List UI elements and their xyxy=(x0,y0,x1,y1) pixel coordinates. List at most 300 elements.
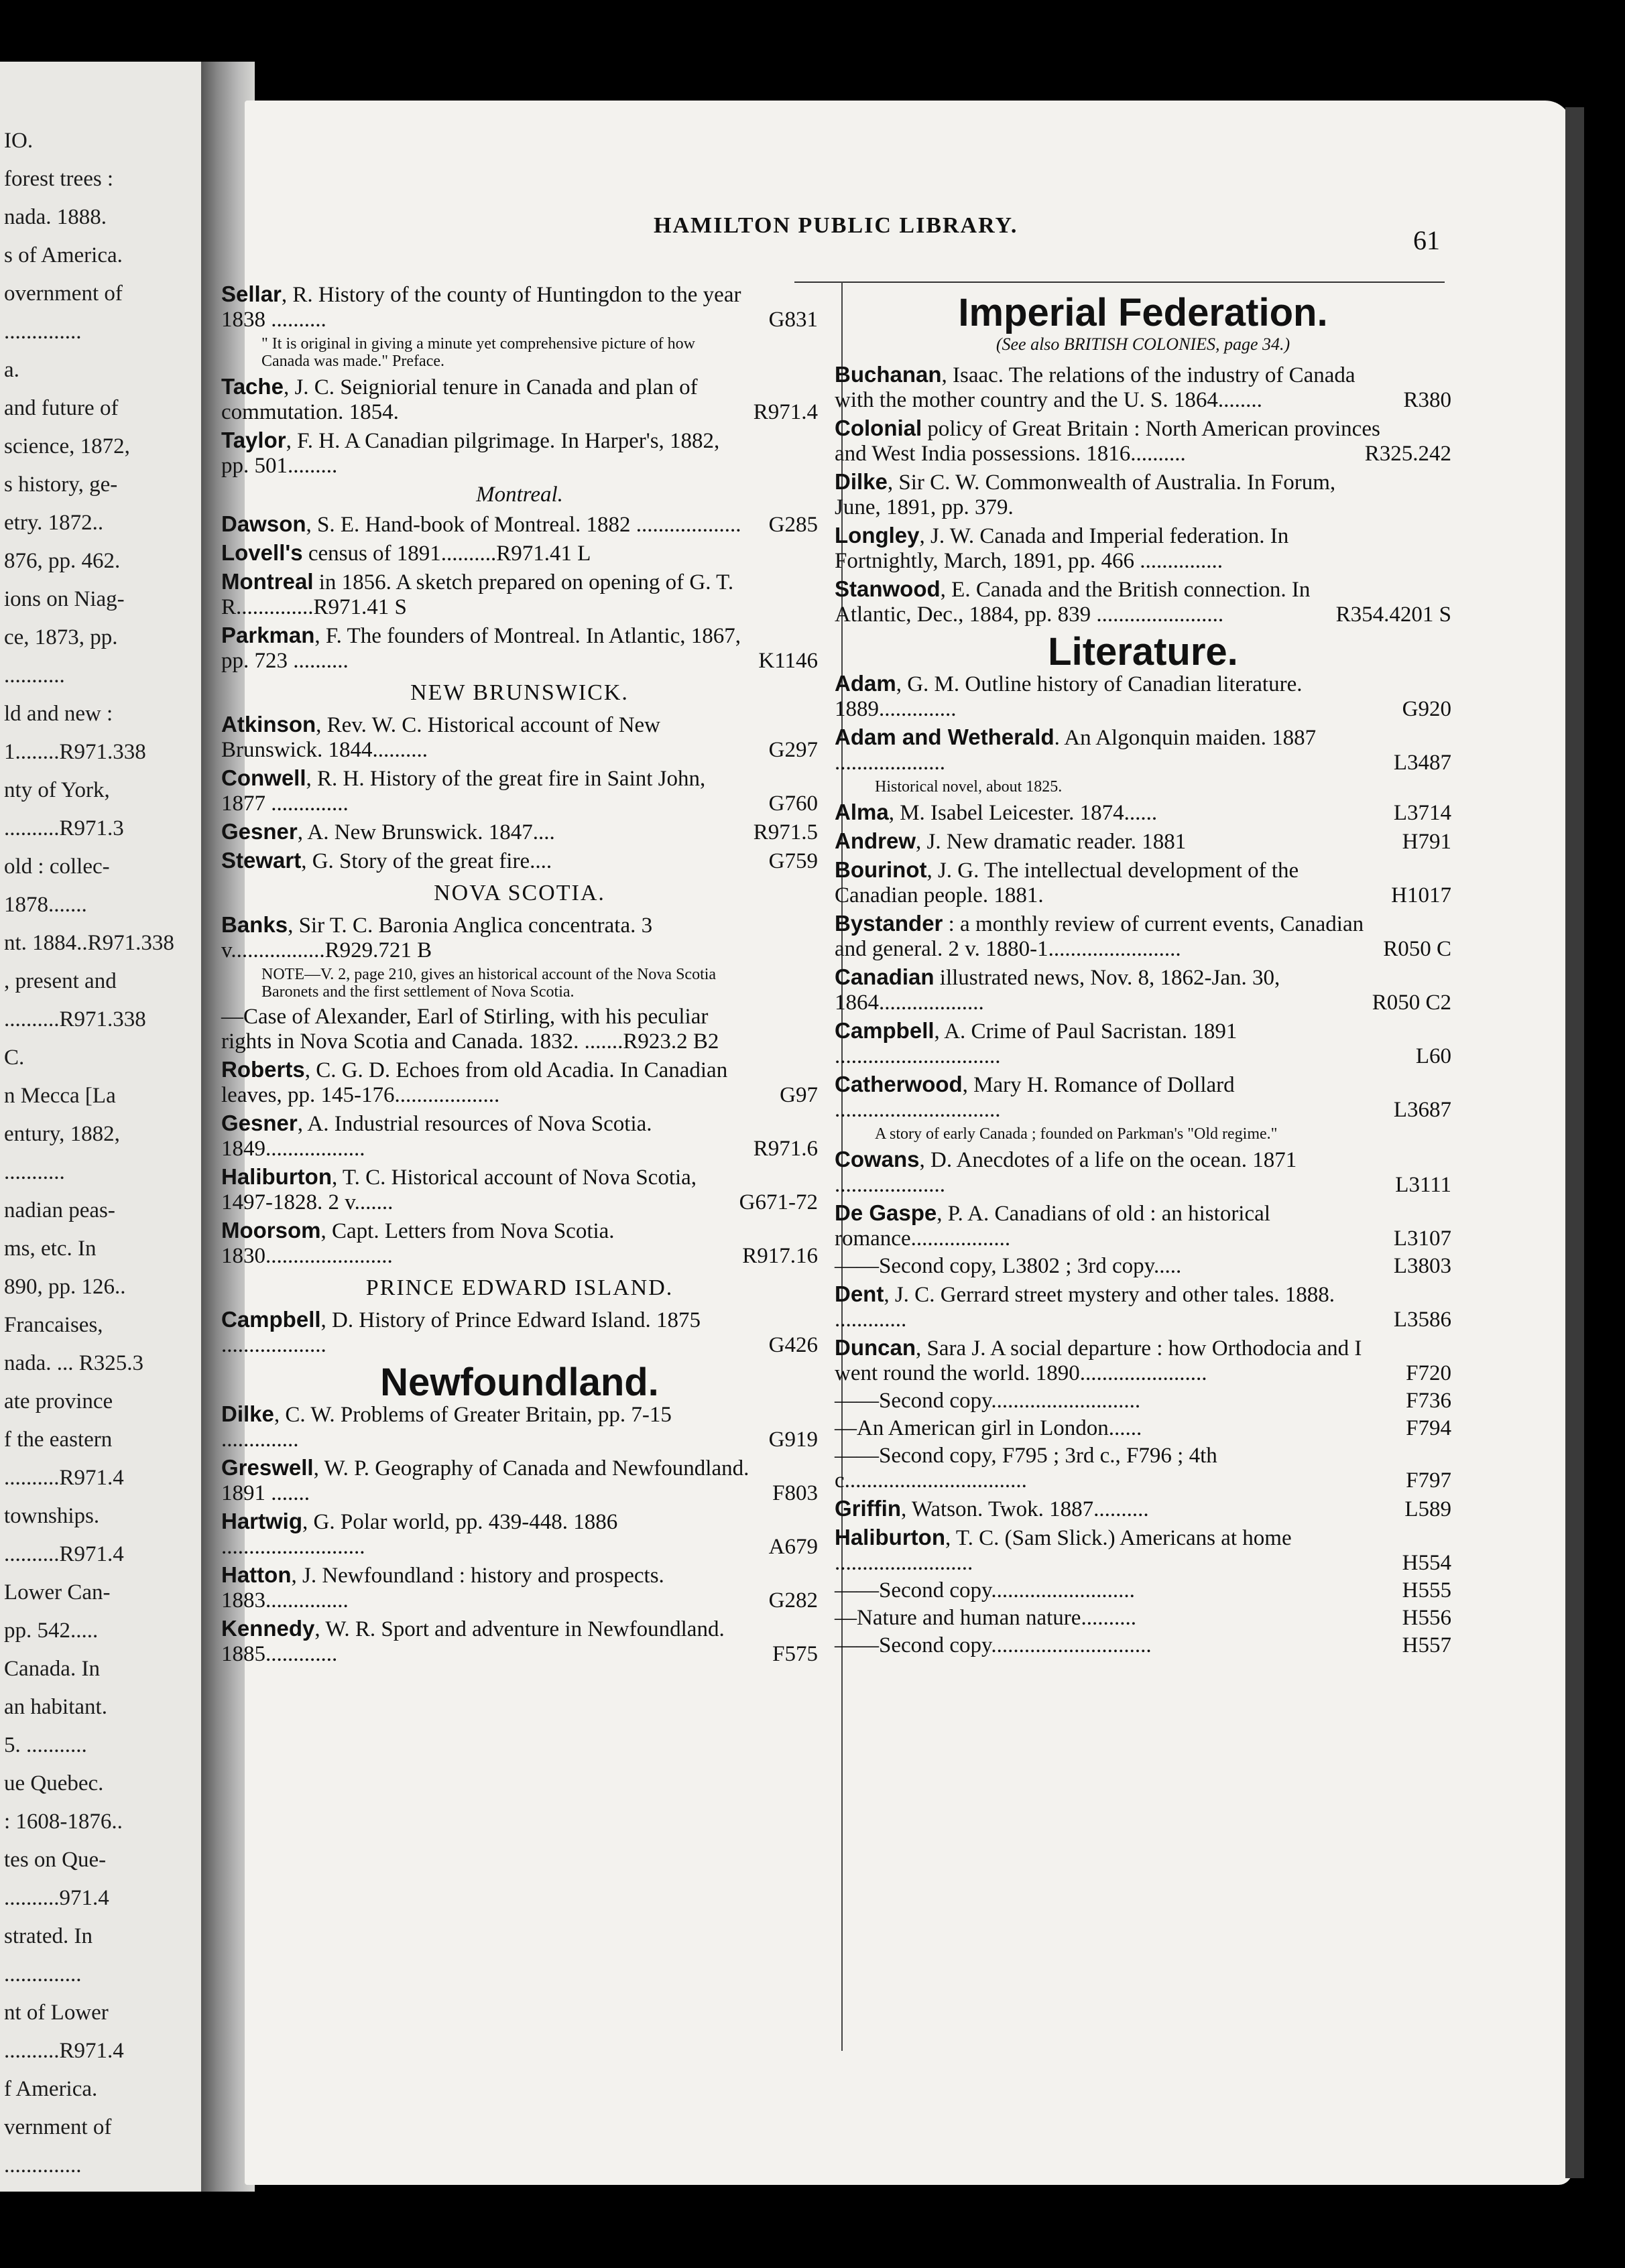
catalog-entry xyxy=(221,374,818,425)
entry-author: Roberts xyxy=(221,1057,305,1082)
entry-title: —An American girl in London...... xyxy=(835,1416,1142,1440)
call-number: R050 C2 xyxy=(1372,991,1451,1015)
entry-text xyxy=(835,964,1384,1015)
call-number: H554 xyxy=(1402,1551,1451,1575)
entry-title: , J. C. Seigniorial tenure in Canada and plan of commutation. 1854. xyxy=(221,375,698,424)
catalog-entry xyxy=(835,1281,1451,1332)
call-number: H1017 xyxy=(1391,883,1451,907)
entry-text xyxy=(835,1578,1384,1603)
catalog-entry xyxy=(221,1164,818,1215)
catalog-entry xyxy=(221,428,818,479)
catalog-entry xyxy=(835,469,1451,520)
left-page-line: strated. In xyxy=(4,1924,93,1948)
entry-text xyxy=(835,828,1384,855)
call-number: H556 xyxy=(1402,1606,1451,1630)
page-number: 61 xyxy=(1413,225,1440,255)
entry-author: Gesner xyxy=(221,819,298,844)
call-number: L3107 xyxy=(1393,1226,1451,1251)
call-number: L3803 xyxy=(1393,1254,1451,1278)
left-page-line: ate province xyxy=(4,1389,113,1413)
entry-title: , F. The founders of Montreal. In Atlantic, 1867, pp. 723 .......... xyxy=(221,624,741,673)
call-number: F803 xyxy=(772,1481,818,1505)
entry-author: Duncan xyxy=(835,1335,916,1360)
left-page-line: an habitant. xyxy=(4,1695,107,1719)
left-page-line: f America. xyxy=(4,2077,98,2101)
entry-text xyxy=(835,1335,1384,1386)
left-page-line: ..........971.4 xyxy=(4,1886,109,1910)
left-page-line: n Mecca [La xyxy=(4,1084,116,1108)
entry-author: Lovell's xyxy=(221,540,303,565)
entry-title: , R. H. History of the great fire in Saint John, 1877 .............. xyxy=(221,767,706,816)
call-number: L3687 xyxy=(1393,1098,1451,1122)
left-page-line: 5. ........... xyxy=(4,1733,87,1757)
entry-text xyxy=(221,511,751,538)
catalog-entry xyxy=(221,1111,818,1161)
catalog-entry xyxy=(221,1401,818,1452)
running-header: HAMILTON PUBLIC LIBRARY. xyxy=(654,213,1018,238)
entry-title: , C. G. D. Echoes from old Acadia. In Canadian leaves, pp. 145-176................... xyxy=(221,1058,728,1107)
catalog-entry xyxy=(835,1416,1451,1441)
catalog-entry xyxy=(835,800,1451,826)
entry-author: Parkman xyxy=(221,623,315,647)
entry-author: Stanwood xyxy=(835,576,941,601)
entry-title: , Isaac. The relations of the industry of Canada with the mother country and the U. S. 1864........ xyxy=(835,363,1356,412)
left-page-line: nt. 1884..R971.338 xyxy=(4,931,174,955)
entry-title: , Mary H. Romance of Dollard .............................. xyxy=(835,1073,1235,1122)
entry-title: illustrated news, Nov. 8, 1862-Jan. 30, 1864................... xyxy=(835,966,1280,1015)
entry-title: , J. G. The intellectual development of the Canadian people. 1881. xyxy=(835,859,1299,907)
call-number: R971.4 xyxy=(753,400,818,424)
catalog-entry xyxy=(835,1254,1451,1279)
entry-title: census of 1891..........R971.41 L xyxy=(302,542,591,566)
call-number: G671-72 xyxy=(739,1190,818,1214)
catalog-entry xyxy=(221,1509,818,1560)
left-page-line: f the eastern xyxy=(4,1428,113,1452)
left-page-line: Francaises, xyxy=(4,1313,103,1337)
subsection-heading: NEW BRUNSWICK. xyxy=(410,680,629,705)
entry-text xyxy=(835,671,1384,722)
entry-author: Hartwig xyxy=(221,1509,303,1533)
entry-author: Haliburton xyxy=(221,1164,332,1189)
left-page-fragment xyxy=(0,62,201,2193)
call-number: A679 xyxy=(768,1535,818,1559)
entry-text xyxy=(835,1147,1384,1198)
left-page-line: s history, ge- xyxy=(4,472,118,497)
entry-author: Conwell xyxy=(221,765,306,790)
entry-title: ——Second copy........................... xyxy=(835,1389,1141,1413)
entry-author: Gesner xyxy=(221,1111,298,1135)
call-number: R971.5 xyxy=(753,820,818,844)
left-page-line: .............. xyxy=(4,2153,82,2178)
entry-text xyxy=(835,469,1384,520)
left-page-line: nada. 1888. xyxy=(4,205,107,229)
entry-title: , F. H. A Canadian pilgrimage. In Harper's, 1882, pp. 501......... xyxy=(221,429,720,478)
left-page-line: , present and xyxy=(4,969,117,993)
catalog-entry xyxy=(835,1578,1451,1603)
left-page-line: ms, etc. In xyxy=(4,1237,97,1261)
entry-title: : a monthly review of current events, Canadian and general. 2 v. 1880-1........................ xyxy=(835,912,1364,961)
catalog-entry xyxy=(835,1072,1451,1123)
catalog-entry xyxy=(835,724,1451,775)
entry-author: Kennedy xyxy=(221,1616,315,1641)
left-page-line: : 1608-1876.. xyxy=(4,1810,123,1834)
section-heading: Literature. xyxy=(1048,630,1238,674)
left-page-line: ..........R971.4 xyxy=(4,1542,124,1566)
entry-title: , M. Isabel Leicester. 1874...... xyxy=(888,801,1158,825)
left-page-line: ..........R971.4 xyxy=(4,2039,124,2063)
catalog-entry xyxy=(835,1496,1451,1522)
catalog-entry xyxy=(835,1147,1451,1198)
entry-title: , S. E. Hand-book of Montreal. 1882 ................... xyxy=(306,513,741,537)
left-page-line: ions on Niag- xyxy=(4,587,125,611)
entry-text xyxy=(221,1111,751,1161)
entry-text xyxy=(221,848,751,874)
catalog-entry xyxy=(835,1633,1451,1658)
header-rule xyxy=(794,281,1445,283)
entry-text xyxy=(221,1057,751,1108)
entry-text xyxy=(835,1633,1384,1658)
entry-text xyxy=(221,912,751,963)
entry-author: Stewart xyxy=(221,848,302,873)
left-page-line: nada. ... R325.3 xyxy=(4,1351,144,1375)
call-number: L60 xyxy=(1415,1044,1451,1068)
entry-author: Cowans xyxy=(835,1147,920,1172)
left-page-line: ..........R971.338 xyxy=(4,1007,146,1031)
catalog-entry xyxy=(835,1335,1451,1386)
entry-title: —Case of Alexander, Earl of Stirling, with his peculiar rights in Nova Scotia and Canada. 1832. .......R923.2 B2 xyxy=(221,1005,719,1054)
call-number: G920 xyxy=(1402,697,1451,721)
call-number: G919 xyxy=(768,1428,818,1452)
left-page-line: overnment of xyxy=(4,281,123,306)
subsection-heading: Montreal. xyxy=(476,483,563,507)
entry-title: , Sir C. W. Commonwealth of Australia. In Forum, June, 1891, pp. 379. xyxy=(835,470,1336,519)
call-number: G759 xyxy=(768,849,818,873)
entry-author: Catherwood xyxy=(835,1072,963,1096)
catalog-entry xyxy=(221,1455,818,1506)
catalog-entry xyxy=(221,1616,818,1667)
left-page-line: nt of Lower xyxy=(4,2001,109,2025)
catalog-entry xyxy=(221,712,818,763)
left-page-line: ..........R971.3 xyxy=(4,816,124,840)
call-number: L3487 xyxy=(1393,751,1451,775)
catalog-entry xyxy=(835,964,1451,1015)
entry-title: , G. M. Outline history of Canadian literature. 1889.............. xyxy=(835,672,1303,721)
catalog-entry xyxy=(221,1005,818,1054)
entry-title: , A. New Brunswick. 1847.... xyxy=(297,820,555,844)
catalog-entry xyxy=(221,1562,818,1613)
catalog-entry xyxy=(835,911,1451,962)
left-page-line: .............. xyxy=(4,1962,82,1987)
catalog-entry xyxy=(221,569,818,620)
entry-note: NOTE—V. 2, page 210, gives an historical account of the Nova Scotia Baronets and the first settlement of Nova Scotia. xyxy=(261,966,717,1001)
entry-author: Longley xyxy=(835,523,920,548)
entry-text xyxy=(835,1496,1384,1522)
left-page-line: and future of xyxy=(4,396,119,420)
entry-title: policy of Great Britain : North American provinces and West India possessions. 1816.......... xyxy=(835,417,1380,466)
entry-text xyxy=(221,819,751,845)
entry-author: Greswell xyxy=(221,1455,314,1480)
call-number: K1146 xyxy=(758,649,818,673)
left-page-line: 876, pp. 462. xyxy=(4,549,121,573)
entry-author: Taylor xyxy=(221,428,286,452)
entry-title: , A. Industrial resources of Nova Scotia. 1849.................. xyxy=(221,1112,652,1161)
left-page-line: etry. 1872.. xyxy=(4,511,104,535)
entry-author: Hatton xyxy=(221,1562,292,1587)
left-page-line: science, 1872, xyxy=(4,434,130,458)
entry-text xyxy=(221,540,751,566)
catalog-entry xyxy=(835,671,1451,722)
call-number: R971.6 xyxy=(753,1137,818,1161)
left-page-line: nadian peas- xyxy=(4,1198,115,1222)
call-number: R050 C xyxy=(1383,937,1451,961)
left-page-line: ........... xyxy=(4,1160,65,1184)
left-page-line: 1........R971.338 xyxy=(4,740,146,764)
call-number: G285 xyxy=(768,513,818,537)
entry-text xyxy=(835,416,1384,466)
entry-title: , D. History of Prince Edward Island. 1875 ................... xyxy=(221,1308,701,1357)
entry-author: Dawson xyxy=(221,511,306,536)
call-number: G831 xyxy=(768,308,818,332)
entry-author: Canadian xyxy=(835,964,935,989)
left-page-line: .............. xyxy=(4,320,82,344)
entry-text xyxy=(221,1562,751,1613)
call-number: R380 xyxy=(1403,388,1451,412)
entry-text xyxy=(221,765,751,816)
catalog-entry xyxy=(835,362,1451,413)
entry-author: Griffin xyxy=(835,1496,901,1521)
catalog-entry xyxy=(221,912,818,963)
entry-text xyxy=(835,1444,1384,1493)
catalog-entry xyxy=(221,540,818,566)
left-column xyxy=(221,281,818,1670)
left-page-line: ue Quebec. xyxy=(4,1771,104,1796)
entry-title: , Sir T. C. Baronia Anglica concentrata. 3 v.................R929.721 B xyxy=(221,914,653,962)
scan-border xyxy=(0,2192,1625,2268)
entry-text xyxy=(835,523,1384,574)
section-heading: Imperial Federation. xyxy=(958,291,1328,334)
call-number: G426 xyxy=(768,1333,818,1357)
left-page-line: Canada. In xyxy=(4,1657,100,1681)
left-page-line: pp. 542..... xyxy=(4,1619,99,1643)
catalog-entry xyxy=(835,416,1451,466)
left-page-line: forest trees : xyxy=(4,167,114,191)
entry-text xyxy=(221,623,751,674)
entry-author: Sellar xyxy=(221,281,282,306)
catalog-entry xyxy=(221,819,818,845)
call-number: H791 xyxy=(1402,830,1451,854)
entry-text xyxy=(835,1606,1384,1631)
entry-text xyxy=(835,1416,1384,1441)
entry-author: De Gaspe xyxy=(835,1200,937,1225)
entry-text xyxy=(221,1616,751,1667)
entry-author: Moorsom xyxy=(221,1218,321,1243)
entry-title: , W. R. Sport and adventure in Newfoundland. 1885............. xyxy=(221,1617,725,1666)
entry-title: ——Second copy.......................... xyxy=(835,1578,1135,1602)
entry-text xyxy=(835,1281,1384,1332)
left-page-line: old : collec- xyxy=(4,855,110,879)
call-number: F797 xyxy=(1406,1468,1451,1493)
left-page-line: townships. xyxy=(4,1504,100,1528)
catalog-entry xyxy=(835,576,1451,627)
entry-text xyxy=(221,1005,751,1054)
entry-text xyxy=(221,1307,751,1358)
entry-title: , J. New dramatic reader. 1881 xyxy=(916,830,1187,854)
entry-text xyxy=(221,428,751,479)
catalog-entry xyxy=(221,511,818,538)
entry-title: , A. Crime of Paul Sacristan. 1891 .............................. xyxy=(835,1019,1238,1068)
catalog-entry xyxy=(835,1525,1451,1576)
call-number: F794 xyxy=(1406,1416,1451,1440)
entry-note: " It is original in giving a minute yet comprehensive picture of how Canada was made." Preface. xyxy=(261,335,695,370)
call-number: G282 xyxy=(768,1588,818,1613)
subsection-heading: NOVA SCOTIA. xyxy=(434,881,605,905)
entry-text xyxy=(835,857,1384,908)
call-number: R354.4201 S xyxy=(1335,603,1451,627)
entry-text xyxy=(835,1072,1384,1123)
entry-text xyxy=(221,1401,751,1452)
entry-title: , T. C. (Sam Slick.) Americans at home ......................... xyxy=(835,1526,1292,1575)
entry-author: Montreal xyxy=(221,569,314,594)
entry-title: , T. C. Historical account of Nova Scotia, 1497-1828. 2 v....... xyxy=(221,1166,697,1214)
entry-author: Buchanan xyxy=(835,362,942,387)
left-page-line: tes on Que- xyxy=(4,1848,107,1872)
left-page-line: entury, 1882, xyxy=(4,1122,120,1146)
left-page-line: 1878....... xyxy=(4,893,87,917)
entry-text xyxy=(835,576,1384,627)
left-page-line: ce, 1873, pp. xyxy=(4,625,118,649)
left-page-line: vernment of xyxy=(4,2115,112,2139)
entry-text xyxy=(835,362,1384,413)
entry-text xyxy=(221,712,751,763)
catalog-entry xyxy=(835,1200,1451,1251)
left-page-line: ld and new : xyxy=(4,702,113,726)
call-number: G297 xyxy=(768,738,818,762)
catalog-entry xyxy=(835,1606,1451,1631)
left-page-line: nty of York, xyxy=(4,778,110,802)
entry-author: Haliburton xyxy=(835,1525,945,1550)
call-number: L3586 xyxy=(1393,1308,1451,1332)
entry-title: , R. History of the county of Huntingdon to the year 1838 .......... xyxy=(221,283,741,332)
subsection-heading: PRINCE EDWARD ISLAND. xyxy=(365,1275,674,1300)
entry-author: Bourinot xyxy=(835,857,927,882)
entry-text xyxy=(221,1509,751,1560)
left-page-line: IO. xyxy=(4,129,34,153)
entry-title: , J. W. Canada and Imperial federation. In Fortnightly, March, 1891, pp. 466 ............... xyxy=(835,524,1289,573)
entry-title: , Capt. Letters from Nova Scotia. 1830....................... xyxy=(221,1219,615,1268)
catalog-entry xyxy=(835,857,1451,908)
section-heading: Newfoundland. xyxy=(380,1361,659,1404)
entry-text xyxy=(835,1018,1384,1069)
entry-title: —Nature and human nature.......... xyxy=(835,1606,1136,1630)
entry-author: Alma xyxy=(835,800,889,824)
entry-author: Colonial xyxy=(835,416,922,440)
page-edge xyxy=(1565,107,1584,2178)
call-number: F575 xyxy=(772,1642,818,1666)
entry-text xyxy=(835,1389,1384,1413)
call-number: H555 xyxy=(1402,1578,1451,1602)
left-page-line: s of America. xyxy=(4,243,123,267)
entry-text xyxy=(835,1525,1384,1576)
catalog-entry xyxy=(221,623,818,674)
call-number: F736 xyxy=(1406,1389,1451,1413)
entry-title: , J. Newfoundland : history and prospects. 1883............... xyxy=(221,1564,664,1613)
entry-text xyxy=(221,1164,751,1215)
left-page-line: C. xyxy=(4,1046,25,1070)
entry-title: in 1856. A sketch prepared on opening of G. T. R..............R971.41 S xyxy=(221,570,734,619)
left-page-line: ..........R971.4 xyxy=(4,1466,124,1490)
left-page-line: Lower Can- xyxy=(4,1580,111,1604)
catalog-entry xyxy=(835,1444,1451,1493)
entry-author: Dilke xyxy=(835,469,888,494)
entry-author: Banks xyxy=(221,912,288,937)
entry-title: , P. A. Canadians of old : an historical romance.................. xyxy=(835,1202,1270,1251)
entry-title: ——Second copy, F795 ; 3rd c., F796 ; 4th c................................. xyxy=(835,1444,1217,1493)
see-also-note: (See also BRITISH COLONIES, page 34.) xyxy=(996,334,1290,354)
catalog-entry xyxy=(221,1307,818,1358)
entry-title: , G. Story of the great fire.... xyxy=(301,849,552,873)
call-number: L3714 xyxy=(1393,801,1451,825)
entry-note: A story of early Canada ; founded on Parkman's "Old regime." xyxy=(875,1125,1278,1143)
entry-text xyxy=(835,911,1384,962)
entry-text xyxy=(221,1455,751,1506)
catalog-entry xyxy=(221,1218,818,1269)
call-number: G97 xyxy=(780,1083,818,1107)
catalog-entry xyxy=(835,828,1451,855)
call-number: R917.16 xyxy=(742,1244,818,1268)
entry-text xyxy=(221,374,751,425)
catalog-entry xyxy=(835,523,1451,574)
entry-text xyxy=(221,569,751,620)
entry-note: Historical novel, about 1825. xyxy=(875,778,1063,796)
call-number: R325.242 xyxy=(1364,442,1451,466)
catalog-entry xyxy=(221,281,818,332)
entry-title: ——Second copy............................. xyxy=(835,1633,1152,1657)
entry-author: Campbell xyxy=(221,1307,321,1332)
entry-title: , W. P. Geography of Canada and Newfoundland. 1891 ....... xyxy=(221,1456,749,1505)
catalog-entry xyxy=(221,848,818,874)
entry-author: Tache xyxy=(221,374,284,399)
entry-author: Bystander xyxy=(835,911,943,936)
catalog-entry xyxy=(221,1057,818,1108)
entry-author: Adam and Wetherald xyxy=(835,724,1055,749)
entry-text xyxy=(835,724,1384,775)
entry-title: ——Second copy, L3802 ; 3rd copy..... xyxy=(835,1254,1182,1278)
entry-title: , Sara J. A social departure : how Orthodocia and I went round the world. 1890....................... xyxy=(835,1336,1362,1385)
entry-author: Atkinson xyxy=(221,712,316,737)
left-page-line: ........... xyxy=(4,664,65,688)
left-page-line: a. xyxy=(4,358,19,382)
entry-title: , E. Canada and the British connection. In Atlantic, Dec., 1884, pp. 839 ....................... xyxy=(835,578,1311,627)
entry-author: Adam xyxy=(835,671,896,696)
entry-text xyxy=(835,1200,1384,1251)
entry-text xyxy=(835,1254,1384,1279)
catalog-entry xyxy=(221,765,818,816)
call-number: L3111 xyxy=(1395,1173,1451,1197)
entry-text xyxy=(221,1218,751,1269)
entry-author: Dilke xyxy=(221,1401,274,1426)
entry-title: . An Algonquin maiden. 1887 .................... xyxy=(835,726,1317,775)
entry-title: , J. C. Gerrard street mystery and other tales. 1888. ............. xyxy=(835,1283,1335,1332)
call-number: H557 xyxy=(1402,1633,1451,1657)
left-page-line: 890, pp. 126.. xyxy=(4,1275,126,1299)
entry-author: Dent xyxy=(835,1281,884,1306)
entry-text xyxy=(221,281,751,332)
call-number: L589 xyxy=(1404,1497,1451,1521)
entry-title: , C. W. Problems of Greater Britain, pp. 7-15 .............. xyxy=(221,1403,672,1452)
entry-title: , G. Polar world, pp. 439-448. 1886 .......................... xyxy=(221,1510,618,1559)
call-number: F720 xyxy=(1406,1361,1451,1385)
entry-title: , D. Anecdotes of a life on the ocean. 1871 .................... xyxy=(835,1148,1297,1197)
